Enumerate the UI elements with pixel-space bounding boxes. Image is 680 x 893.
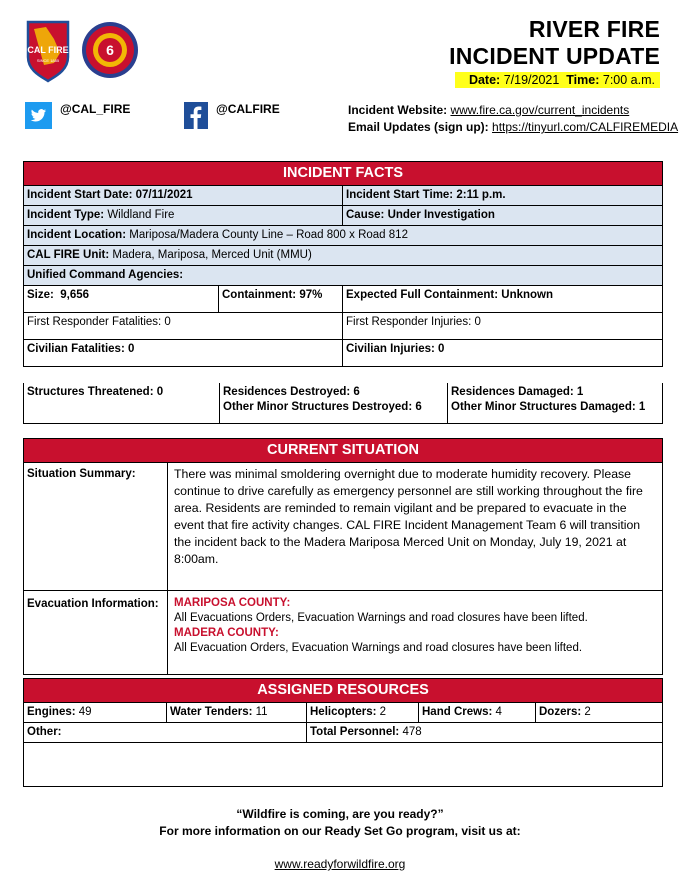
evacuation-info: [168, 591, 663, 675]
current-situation-heading: CURRENT SITUATION: [24, 439, 663, 463]
twitter-handle: @CAL_FIRE: [60, 102, 131, 116]
water-tenders-cell: Water Tenders: 11: [167, 703, 307, 723]
dozers-cell: Dozers: 2: [536, 703, 663, 723]
incident-facts-heading: INCIDENT FACTS: [24, 162, 663, 186]
title-incident-update: INCIDENT UPDATE: [449, 43, 660, 69]
structures-threatened-cell: Structures Threatened: 0: [24, 383, 220, 423]
svg-text:6: 6: [106, 42, 114, 58]
document-title: [449, 16, 660, 89]
summary-label: Situation Summary:: [24, 463, 168, 591]
cal-fire-logo: [24, 19, 140, 83]
destroyed-cell: Residences Destroyed: 6 Other Minor Structures Destroyed: 6: [220, 383, 448, 423]
svg-text:CAL FIRE: CAL FIRE: [27, 45, 69, 55]
incident-links: Incident Website: www.fire.ca.gov/current_incidents Email Updates (sign up): https://tinyurl.com/CALFIREMEDIA: [348, 103, 679, 134]
email-signup-link[interactable]: https://tinyurl.com/CALFIREMEDIA: [492, 120, 679, 134]
current-situation-table: [23, 438, 663, 675]
unified-command-cell: Unified Command Agencies:: [24, 266, 663, 286]
incident-type-cell: Incident Type: Wildland Fire: [24, 206, 343, 226]
resources-notes-cell: [24, 743, 663, 787]
start-date-cell: Incident Start Date: 07/11/2021: [24, 186, 343, 206]
facebook-icon: [184, 102, 208, 129]
footer: [0, 807, 680, 838]
date-value: 7/19/2021: [503, 73, 560, 87]
assigned-resources-table: [23, 678, 663, 787]
civ-injuries-cell: Civilian Injuries: 0: [343, 340, 663, 367]
team-6-seal: [82, 22, 138, 78]
summary-text: There was minimal smoldering overnight due to moderate humidity recovery. Please continue to drive carefully as emergency personnel are still working throughout the fire area. Residents are reminded to remain vigilant and be prepared to evacuate in the event that fire activity changes. CAL FIRE Incident Management Team 6 will transition the incident back to the Madera Mariposa Merced Unit on Monday, July 19, 2021 at 8:00am.: [168, 463, 663, 591]
civ-fatalities-cell: Civilian Fatalities: 0: [24, 340, 343, 367]
date-time-banner: Date: 7/19/2021 Time: 7:00 a.m.: [455, 72, 660, 88]
madera-county-label: MADERA COUNTY:: [174, 627, 279, 639]
title-fire-name: RIVER FIRE: [528, 16, 660, 42]
assigned-resources-heading: ASSIGNED RESOURCES: [24, 679, 663, 703]
helicopters-cell: Helicopters: 2: [307, 703, 419, 723]
hand-crews-cell: Hand Crews: 4: [419, 703, 536, 723]
footer-quote: “Wildfire is coming, are you ready?”: [236, 807, 444, 821]
svg-text:SINCE 1885: SINCE 1885: [36, 58, 60, 63]
evacuation-label: Evacuation Information:: [24, 591, 168, 675]
fr-fatalities-cell: First Responder Fatalities: 0: [24, 313, 343, 340]
footer-link-row: [0, 857, 680, 871]
time-value: 7:00 a.m.: [602, 73, 655, 87]
twitter-icon: [25, 102, 52, 129]
footer-info: For more information on our Ready Set Go program, visit us at:: [159, 824, 521, 838]
unit-cell: CAL FIRE Unit: Madera, Mariposa, Merced Unit (MMU): [24, 246, 663, 266]
size-cell: Size: 9,656: [24, 286, 219, 313]
incident-facts-table: [23, 161, 663, 367]
agency-logos: [24, 19, 140, 83]
madera-county-text: All Evacuation Orders, Evacuation Warnings and road closures have been lifted.: [174, 642, 583, 654]
damaged-cell: Residences Damaged: 1 Other Minor Structures Damaged: 1: [448, 383, 663, 423]
expected-containment-cell: Expected Full Containment: Unknown: [343, 286, 663, 313]
engines-cell: Engines: 49: [24, 703, 167, 723]
other-cell: Other:: [24, 723, 307, 743]
mariposa-county-text: All Evacuations Orders, Evacuation Warnings and road closures have been lifted.: [174, 612, 588, 624]
containment-cell: Containment: 97%: [219, 286, 343, 313]
ready-for-wildfire-link[interactable]: www.readyforwildfire.org: [274, 857, 406, 871]
structures-table: [23, 383, 663, 424]
cause-cell: Cause: Under Investigation: [343, 206, 663, 226]
facebook-handle: @CALFIRE: [216, 102, 280, 116]
total-personnel-cell: Total Personnel: 478: [307, 723, 663, 743]
facebook-link[interactable]: [184, 102, 280, 129]
location-cell: Incident Location: Mariposa/Madera County Line – Road 800 x Road 812: [24, 226, 663, 246]
start-time-cell: Incident Start Time: 2:11 p.m.: [343, 186, 663, 206]
twitter-link[interactable]: [25, 102, 130, 129]
mariposa-county-label: MARIPOSA COUNTY:: [174, 597, 291, 609]
incident-website-link[interactable]: www.fire.ca.gov/current_incidents: [450, 103, 630, 117]
fr-injuries-cell: First Responder Injuries: 0: [343, 313, 663, 340]
